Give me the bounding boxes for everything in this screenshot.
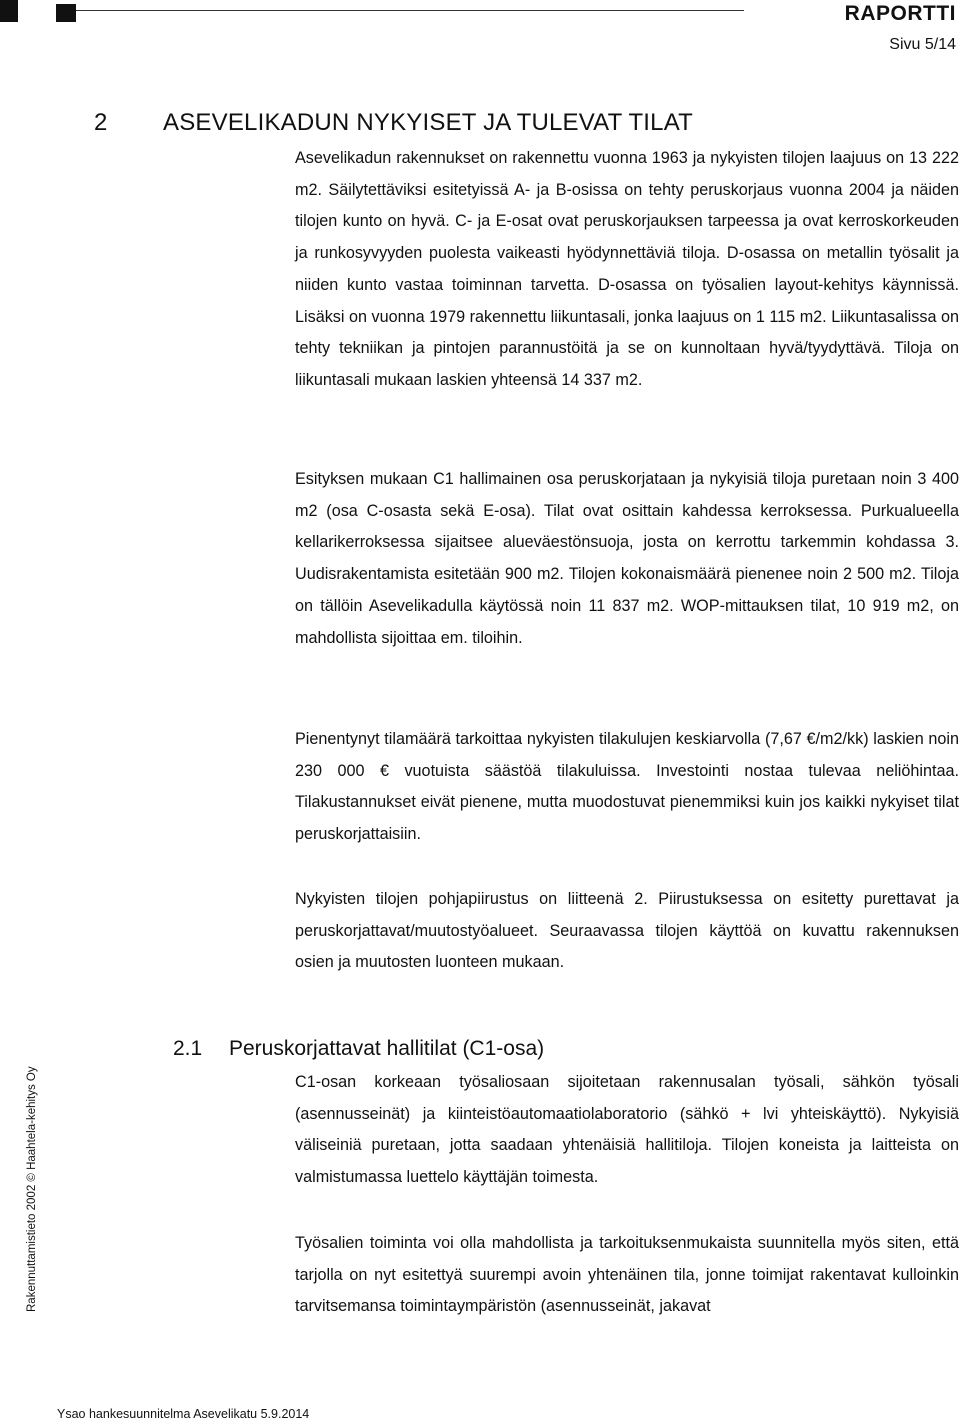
paragraph-proposal: Esityksen mukaan C1 hallimainen osa peruskorjataan ja nykyisiä tiloja puretaan noin 3 400 m2 (osa C-osasta sekä E-osa). Tilat ovat osittain kahdessa kerroksessa. Purkualueella kellarikerroksessa sijaitsee alueväestönsuoja, josta on kerrottu tarkemmin kohdassa 3. Uudisrakentamista esitetään 900 m2. Tilojen kokonaismäärä pienenee noin 2 500 m2. Tiloja on tällöin Asevelikadulla käytössä noin 11 837 m2. WOP-mittauksen tilat, 10 919 m2, on mahdollista sijoittaa em. tiloihin. (295, 470, 959, 647)
section-title: ASEVELIKADUN NYKYISET JA TULEVAT TILAT (163, 109, 694, 136)
report-label: RAPORTTI (844, 2, 956, 25)
footer-document-title: Ysao hankesuunnitelma Asevelikatu 5.9.2014 (57, 1407, 310, 1421)
header-rule (76, 10, 744, 11)
paragraph-costs: Pienentynyt tilamäärä tarkoittaa nykyisten tilakulujen keskiarvolla (7,67 €/m2/kk) laskien noin 230 000 € vuotuista säästöä tilakuluissa. Investointi nostaa tulevaa neliöhintaa. Tilakustannukset eivät pienene, mutta muodostuvat pienemmiksi kuin jos kaikki nykyiset tilat peruskorjattaisiin. (295, 730, 959, 844)
subsection-title: Peruskorjattavat hallitilat (C1-osa) (229, 1037, 545, 1060)
subsection-number: 2.1 (173, 1037, 203, 1060)
header-black-square (56, 4, 76, 22)
page-number: Sivu 5/14 (889, 36, 956, 53)
paragraph-floorplan: Nykyisten tilojen pohjapiirustus on liitteenä 2. Piirustuksessa on esitetty purettavat ja peruskorjattavat/muutostyöalueet. Seuraavassa tilojen käyttöä on kuvattu rakennuksen osien ja muutosten luonteen mukaan. (295, 890, 959, 972)
side-copyright-text: Rakennuttamistieto 2002 © Haahtela-kehitys Oy (26, 1066, 38, 1312)
header-black-bar (0, 0, 18, 22)
paragraph-workshops: Työsalien toiminta voi olla mahdollista ja tarkoituksenmukaista suunnitella myös siten, että tarjolla on nyt esitettyä suurempi avoin yhtenäinen tila, jonne toimijat rakentavat kulloinkin tarvitsemansa toimintaympäristön (asennusseinät, jakavat (295, 1234, 959, 1316)
paragraph-c1-halls: C1-osan korkeaan työsaliosaan sijoitetaan rakennusalan työsali, sähkön työsali (asennusseinät) ja kiinteistöautomaatiolaboratorio (sähkö + lvi yhteiskäyttö). Nykyisiä väliseiniä puretaan, jotta saadaan yhtenäisiä hallitiloja. Tilojen koneista ja laitteista on valmistumassa luettelo käyttäjän toimesta. (295, 1073, 959, 1187)
paragraph-current-facilities: Asevelikadun rakennukset on rakennettu vuonna 1963 ja nykyisten tilojen laajuus on 13 222 m2. Säilytettäviksi esitetyissä A- ja B-osissa on tehty peruskorjaus vuonna 2004 ja näiden tilojen kunto on hyvä. C- ja E-osat ovat peruskorjauksen tarpeessa ja ovat kerroskorkeuden ja runkosyvyyden puolesta vaikeasti hyödynnettäviä tiloja. D-osassa on metallin työsalit ja niiden kunto vastaa toiminnan tarvetta. D-osassa on työsalien layout-kehitys käynnissä. Lisäksi on vuonna 1979 rakennettu liikuntasali, jonka laajuus on 1 115 m2. Liikuntasalissa on tehty tekniikan ja pintojen parannustöitä ja se on kunnoltaan hyvä/tyydyttävä. Tiloja on liikuntasali mukaan laskien yhteensä 14 337 m2. (295, 149, 959, 389)
section-number: 2 (94, 109, 108, 136)
